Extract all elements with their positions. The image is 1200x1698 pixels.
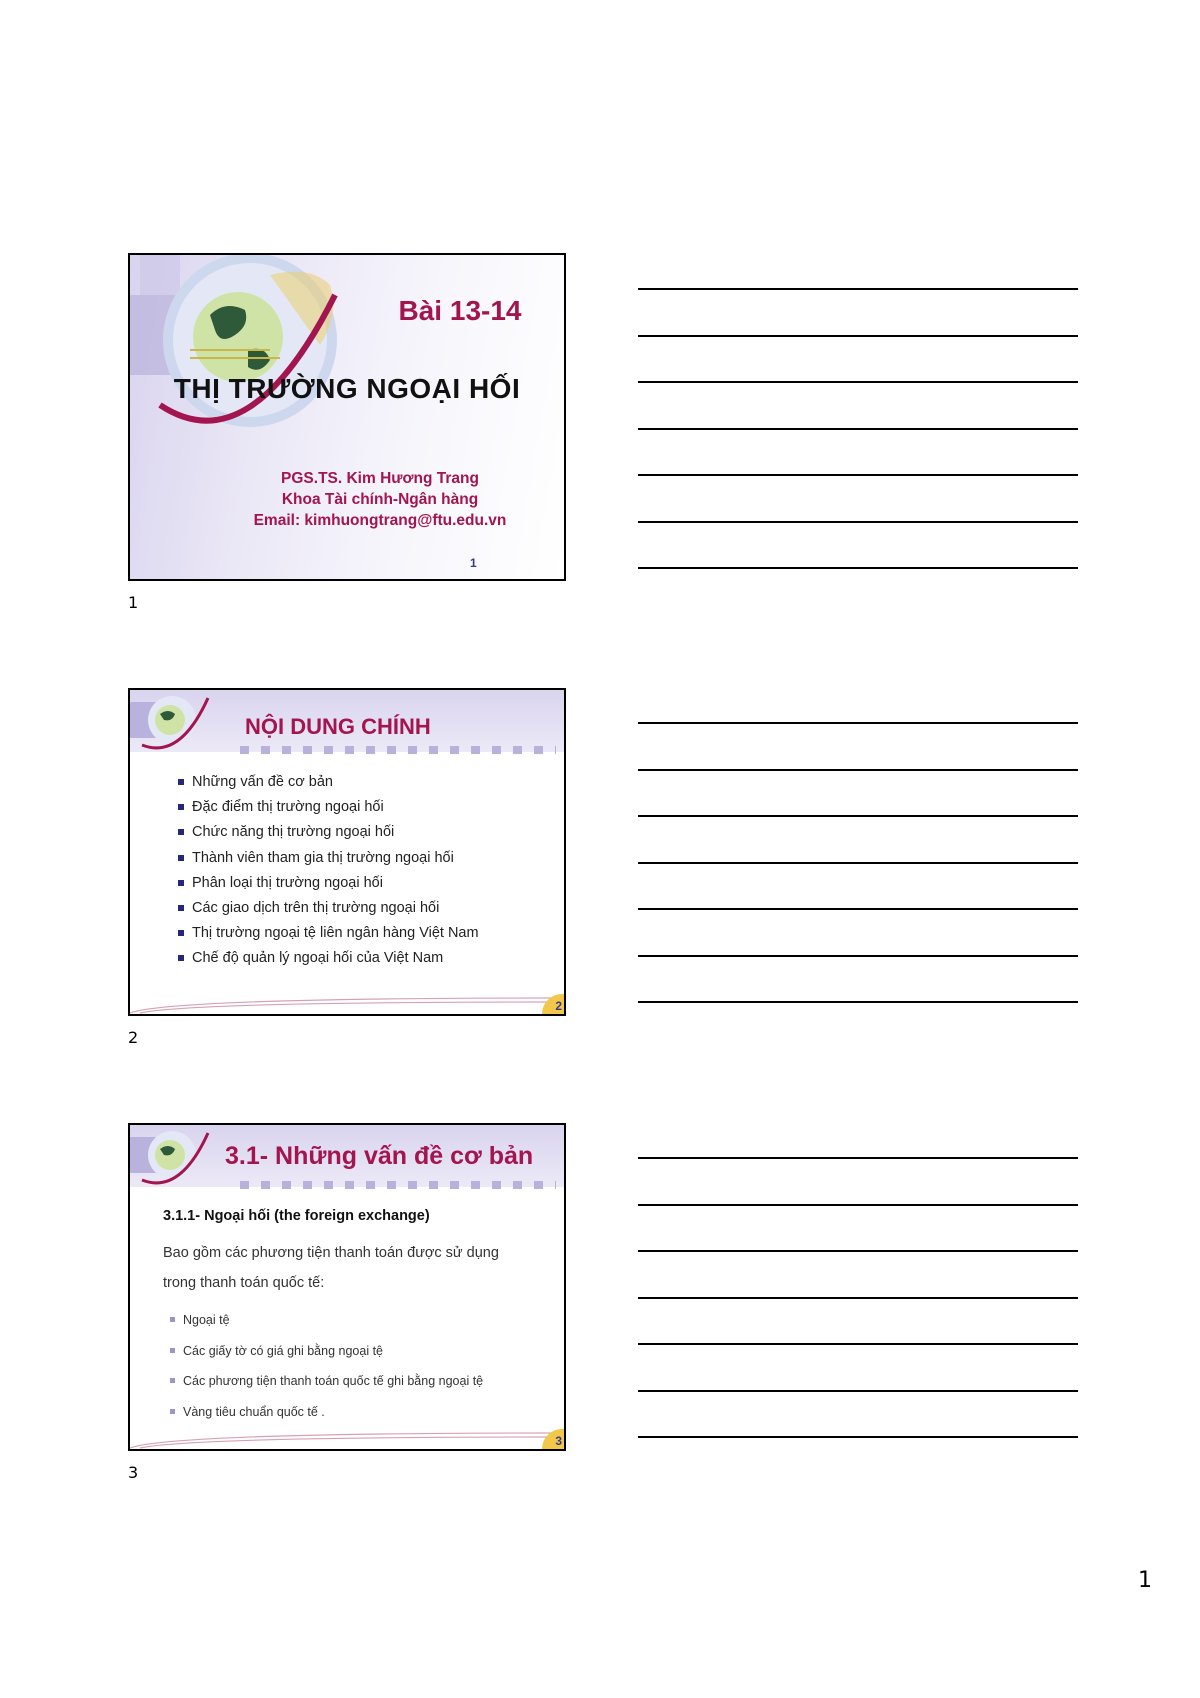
author-info — [190, 468, 566, 531]
note-line — [638, 722, 1078, 724]
note-lines — [638, 1157, 1078, 1483]
slide-index-3: 3 — [128, 1463, 139, 1482]
faculty-name: Khoa Tài chính-Ngân hàng — [281, 491, 479, 508]
note-line — [638, 288, 1078, 290]
footer-swoosh-icon — [130, 1429, 566, 1449]
note-line — [638, 521, 1078, 523]
slide-heading: NỘI DUNG CHÍNH — [245, 714, 431, 739]
note-line — [638, 428, 1078, 430]
note-line — [638, 567, 1078, 569]
globe-logo-icon — [130, 255, 370, 445]
section-subtitle: 3.1.1- Ngoại hối (the foreign exchange) — [163, 1208, 430, 1224]
note-line — [638, 862, 1078, 864]
page-number: 1 — [1138, 1568, 1152, 1593]
bullet-list — [178, 770, 479, 972]
slide-number: 3 — [542, 1429, 566, 1451]
note-line — [638, 335, 1078, 337]
lesson-title: Bài 13-14 — [398, 295, 522, 326]
note-line — [638, 1001, 1078, 1003]
note-line — [638, 1204, 1078, 1206]
note-line — [638, 955, 1078, 957]
author-email: Email: kimhuongtrang@ftu.edu.vn — [253, 512, 507, 529]
list-item: Vàng tiêu chuẩn quốc tế . — [170, 1397, 483, 1428]
list-item: Các giấy tờ có giá ghi bằng ngoại tệ — [170, 1336, 483, 1367]
slide-heading: 3.1- Những vấn đề cơ bản — [225, 1142, 534, 1170]
footer-swoosh-icon — [130, 994, 566, 1014]
slide-number: 1 — [470, 556, 477, 570]
list-item: Đặc điểm thị trường ngoại hối — [178, 795, 479, 820]
slide-number: 2 — [542, 994, 566, 1016]
slide-2 — [128, 688, 566, 1016]
note-lines — [638, 288, 1078, 614]
list-item: Chế độ quản lý ngoại hối của Việt Nam — [178, 946, 479, 971]
list-item: Chức năng thị trường ngoại hối — [178, 820, 479, 845]
note-line — [638, 769, 1078, 771]
list-item: Thị trường ngoại tệ liên ngân hàng Việt Nam — [178, 921, 479, 946]
note-line — [638, 815, 1078, 817]
list-item: Các giao dịch trên thị trường ngoại hối — [178, 896, 479, 921]
note-lines — [638, 722, 1078, 1048]
header-band-dots — [240, 746, 556, 754]
sub-bullet-list — [170, 1305, 483, 1427]
author-name: PGS.TS. Kim Hương Trang — [281, 470, 479, 487]
globe-logo-icon — [130, 1125, 220, 1189]
note-line — [638, 908, 1078, 910]
note-line — [638, 1297, 1078, 1299]
slide-index-2: 2 — [128, 1028, 139, 1047]
section-paragraph: Bao gồm các phương tiện thanh toán được sử dụng trong thanh toán quốc tế: — [163, 1245, 499, 1291]
list-item: Ngoại tệ — [170, 1305, 483, 1336]
list-item: Các phương tiện thanh toán quốc tế ghi bằng ngoại tệ — [170, 1366, 483, 1397]
globe-logo-icon — [130, 690, 220, 754]
note-line — [638, 1157, 1078, 1159]
slide-index-1: 1 — [128, 593, 139, 612]
slide-1 — [128, 253, 566, 581]
slide-main-title: THỊ TRƯỜNG NGOẠI HỐI — [173, 373, 521, 404]
slide-3 — [128, 1123, 566, 1451]
list-item: Phân loại thị trường ngoại hối — [178, 871, 479, 896]
note-line — [638, 474, 1078, 476]
header-band-dots — [240, 1181, 556, 1189]
list-item: Những vấn đề cơ bản — [178, 770, 479, 795]
note-line — [638, 381, 1078, 383]
note-line — [638, 1250, 1078, 1252]
note-line — [638, 1343, 1078, 1345]
note-line — [638, 1390, 1078, 1392]
list-item: Thành viên tham gia thị trường ngoại hối — [178, 846, 479, 871]
note-line — [638, 1436, 1078, 1438]
